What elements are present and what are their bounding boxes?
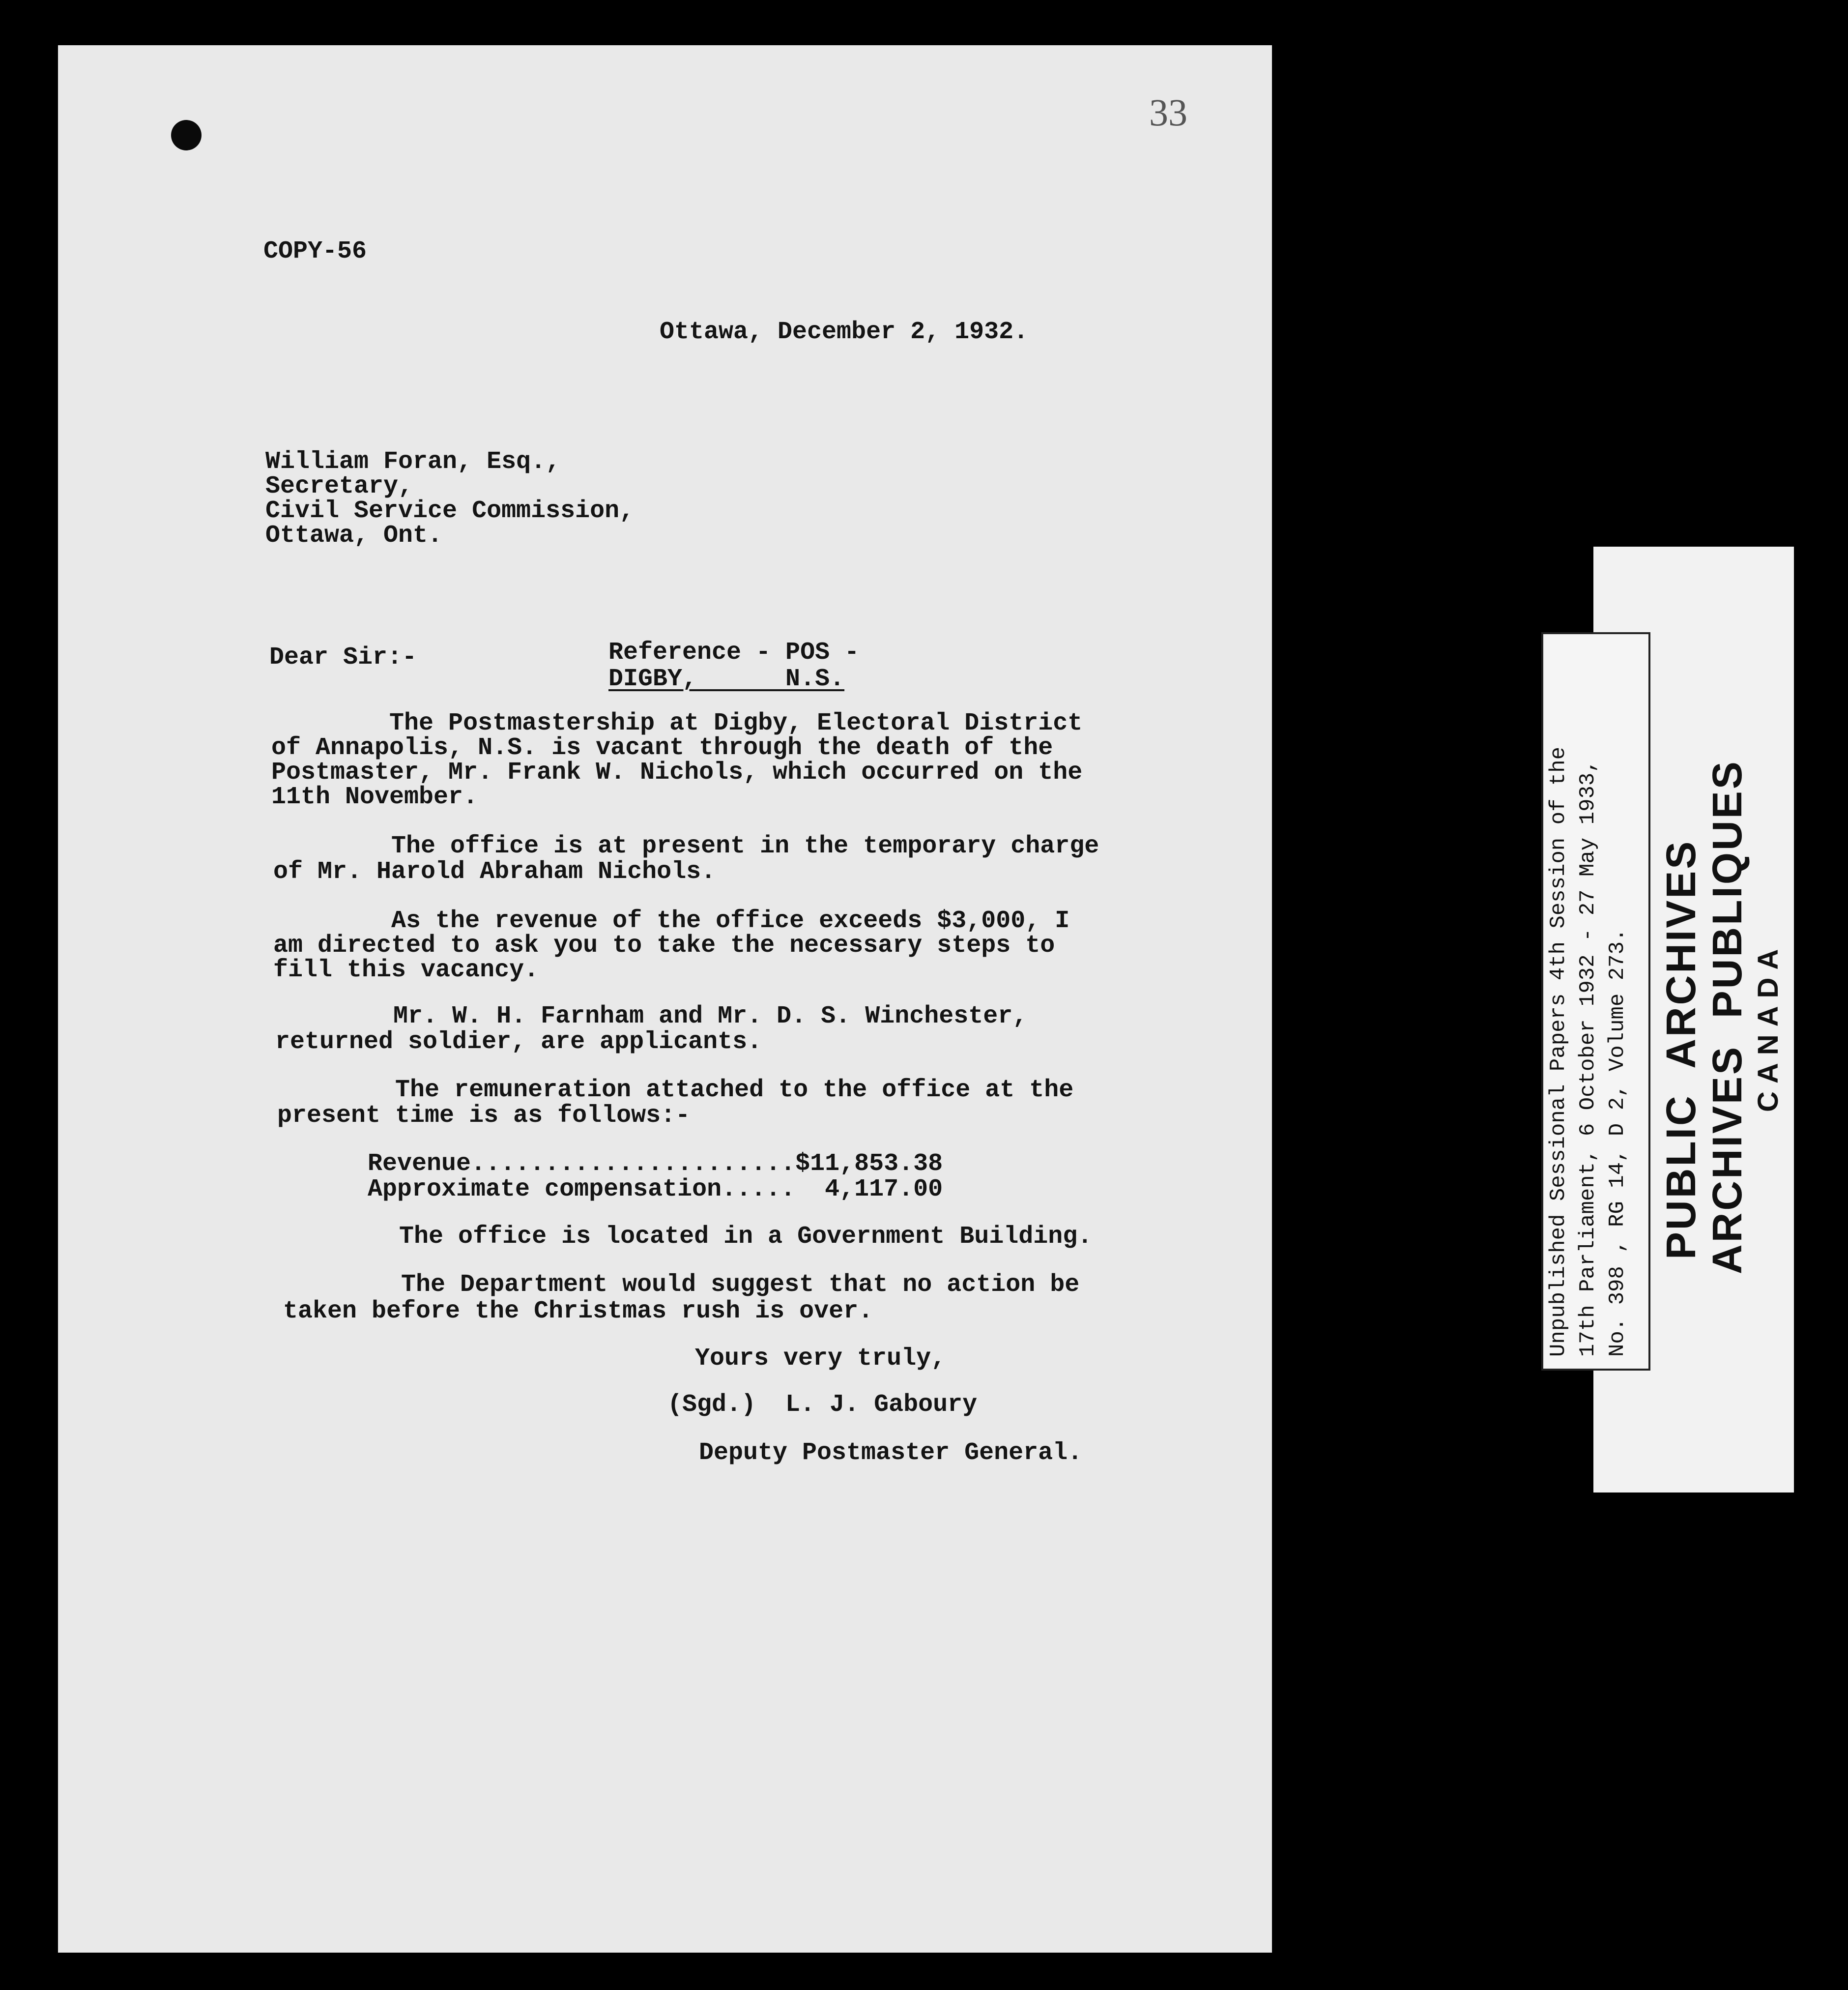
- reference-place: DIGBY, N.S.: [608, 665, 845, 693]
- revenue-line: Revenue......................$11,853.38: [368, 1150, 943, 1178]
- address-line: Civil Service Commission,: [265, 497, 635, 525]
- page-number: 33: [1149, 91, 1187, 134]
- paragraph-line: am directed to ask you to take the necessary steps to: [273, 932, 1055, 960]
- paragraph-line: Postmaster, Mr. Frank W. Nichols, which occurred on the: [271, 759, 1083, 787]
- citation-line: Unpublished Sessional Papers 4th Session of the: [1546, 746, 1571, 1357]
- paragraph-line: The office is located in a Government Building.: [281, 1223, 1093, 1251]
- copy-number: COPY-56: [263, 237, 367, 265]
- signer-title: Deputy Postmaster General.: [699, 1439, 1083, 1467]
- citation-line: 17th Parliament, 6 October 1932 - 27 May 1933,: [1576, 760, 1600, 1357]
- paragraph-line: The Department would suggest that no action be: [283, 1271, 1080, 1299]
- archive-label-line3: CANADA: [1752, 941, 1784, 1112]
- paragraph-line: Mr. W. H. Farnham and Mr. D. S. Winchester,: [275, 1002, 1028, 1030]
- salutation: Dear Sir:-: [269, 644, 417, 672]
- letter-date: Ottawa, December 2, 1932.: [660, 318, 1029, 346]
- paragraph-line: The office is at present in the temporary charge: [273, 832, 1099, 860]
- paragraph-line: taken before the Christmas rush is over.: [283, 1297, 873, 1325]
- paragraph-line: 11th November.: [271, 783, 478, 811]
- compensation-line: Approximate compensation..... 4,117.00: [368, 1175, 943, 1203]
- citation-line: No. 398 , RG 14, D 2, Volume 273.: [1605, 928, 1630, 1357]
- reference-line: Reference - POS -: [608, 639, 860, 667]
- paragraph-line: As the revenue of the office exceeds $3,000, I: [273, 907, 1070, 935]
- paragraph-line: returned soldier, are applicants.: [275, 1028, 762, 1056]
- address-line: William Foran, Esq.,: [265, 448, 561, 476]
- paragraph-line: The Postmastership at Digby, Electoral District: [271, 709, 1083, 737]
- punch-hole: [171, 120, 202, 150]
- archive-label-line1: PUBLIC ARCHIVES: [1658, 839, 1704, 1259]
- paragraph-line: fill this vacancy.: [273, 956, 539, 984]
- paragraph-line: of Mr. Harold Abraham Nichols.: [273, 858, 716, 886]
- closing: Yours very truly,: [695, 1345, 946, 1373]
- signature: (Sgd.) L. J. Gaboury: [667, 1391, 978, 1419]
- address-line: Ottawa, Ont.: [265, 522, 443, 550]
- paragraph-line: of Annapolis, N.S. is vacant through the death of the: [271, 734, 1053, 762]
- paragraph-line: The remuneration attached to the office at the: [277, 1076, 1074, 1104]
- paragraph-line: present time is as follows:-: [277, 1102, 691, 1130]
- archive-label-line2: ARCHIVES PUBLIQUES: [1704, 760, 1750, 1274]
- address-line: Secretary,: [265, 472, 413, 500]
